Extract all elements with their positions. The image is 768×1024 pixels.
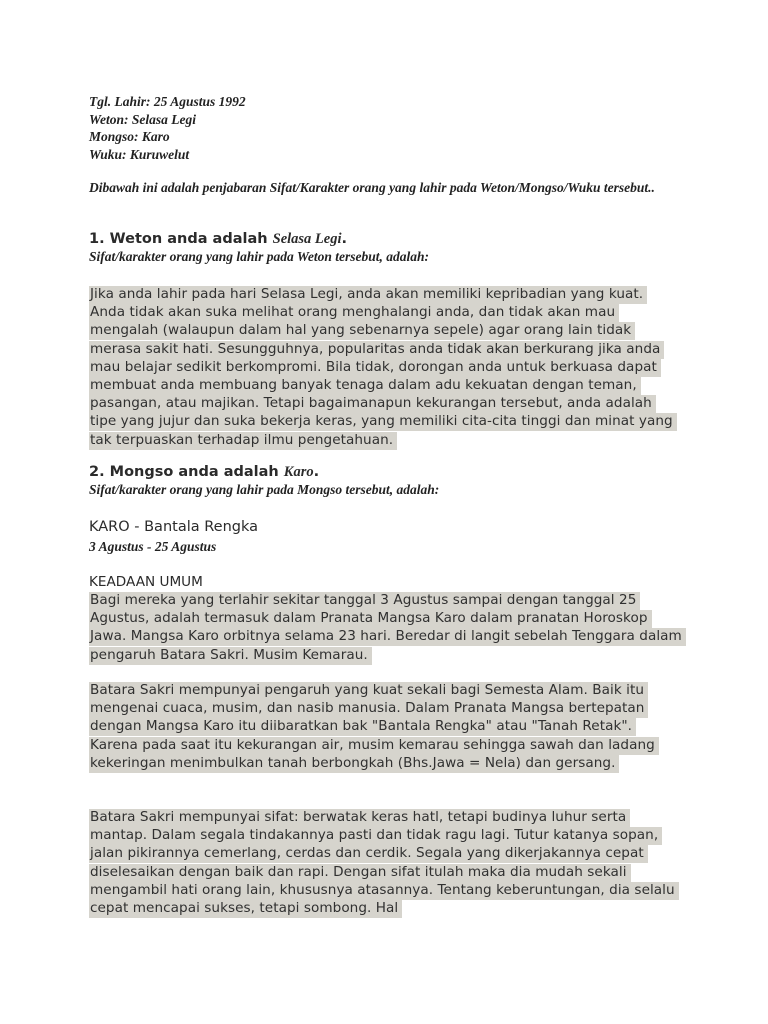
karo-paragraph-2 bbox=[89, 681, 682, 772]
karo-dates: 3 Agustus - 25 Agustus bbox=[89, 539, 217, 554]
birth-info bbox=[89, 93, 682, 163]
karo-title: KARO - Bantala Rengka bbox=[89, 519, 258, 535]
karo-paragraph-3-text: Batara Sakri mempunyai sifat: berwatak keras hatl, tetapi budinya luhur serta mantap. Dalam segala tindakannya pasti dan tidak ragu lagi. Tutur katanya sopan, jalan pikirannya cemerlang, cerdas dan cerdik. Segala yang dikerjakannya cepat diselesaikan dengan baik dan rapi. Dengan sifat itulah maka dia mudah sekali mengambil hati orang lain, khususnya atasannya. Tentang keberuntungan, dia selalu cepat mencapai sukses, tetapi sombong. Hal bbox=[89, 809, 679, 918]
weton-info: Weton: Selasa Legi bbox=[89, 111, 196, 127]
intro-paragraph bbox=[89, 178, 682, 197]
mongso-heading-prefix: 2. Mongso anda adalah bbox=[89, 464, 279, 480]
mongso-section-heading bbox=[89, 463, 682, 498]
weton-paragraph bbox=[89, 285, 682, 449]
mongso-heading bbox=[89, 463, 682, 481]
karo-paragraph-3 bbox=[89, 808, 682, 917]
weton-heading bbox=[89, 230, 682, 248]
weton-heading-value: Selasa Legi bbox=[272, 231, 342, 247]
weton-heading-suffix: . bbox=[341, 231, 348, 247]
weton-section-heading bbox=[89, 230, 682, 265]
birth-date: Tgl. Lahir: 25 Agustus 1992 bbox=[89, 94, 246, 109]
wuku-info: Wuku: Kuruwelut bbox=[89, 146, 190, 162]
weton-subtitle: Sifat/karakter orang yang lahir pada Weton tersebut, adalah: bbox=[89, 249, 430, 264]
keadaan-umum-heading: KEADAAN UMUM bbox=[89, 574, 203, 590]
karo-paragraph-2-text: Batara Sakri mempunyai pengaruh yang kuat sekali bagi Semesta Alam. Baik itu mengenai cuaca, musim, dan nasib manusia. Dalam Pranata Mangsa bertepatan dengan Mangsa Karo itu diibaratkan bak "Bantala Rengka" atau "Tanah Retak". Karena pada saat itu kekurangan air, musim kemarau sehingga sawah dan ladang kekeringan menimbulkan tanah berbongkah (Bhs.Jawa = Nela) dan gersang. bbox=[89, 682, 659, 773]
mongso-info: Mongso: Karo bbox=[89, 129, 170, 144]
weton-heading-prefix: 1. Weton anda adalah bbox=[89, 231, 268, 247]
mongso-heading-suffix: . bbox=[313, 464, 320, 480]
karo-paragraph-1 bbox=[89, 591, 682, 664]
intro-text: Dibawah ini adalah penjabaran Sifat/Karakter orang yang lahir pada Weton/Mongso/Wuku tersebut.. bbox=[89, 180, 655, 195]
weton-paragraph-text: Jika anda lahir pada hari Selasa Legi, anda akan memiliki kepribadian yang kuat. Anda tidak akan suka melihat orang menghalangi anda, dan tidak akan mau mengalah (walaupun dalam hal yang sebenarnya sepele) agar orang lain tidak merasa sakit hati. Sesungguhnya, popularitas anda tidak akan berkurang jika anda mau belajar sedikit berkompromi. Bila tidak, dorongan anda untuk berkuasa dapat membuat anda membuang banyak tenaga dalam adu kekuatan dengan teman, pasangan, atau majikan. Tetapi bagaimanapun kekurangan tersebut, anda adalah tipe yang jujur dan suka bekerja keras, yang memiliki cita-cita tinggi dan minat yang tak terpuaskan terhadap ilmu pengetahuan. bbox=[89, 286, 677, 450]
karo-paragraph-1-text: Bagi mereka yang terlahir sekitar tanggal 3 Agustus sampai dengan tanggal 25 Agustus, adalah termasuk dalam Pranata Mangsa Karo dalam pranatan Horoskop Jawa. Mangsa Karo orbitnya selama 23 hari. Beredar di langit sebelah Tenggara dalam pengaruh Batara Sakri. Musim Kemarau. bbox=[89, 592, 686, 665]
mongso-subtitle: Sifat/karakter orang yang lahir pada Mongso tersebut, adalah: bbox=[89, 482, 440, 497]
mongso-heading-value: Karo bbox=[283, 464, 314, 480]
